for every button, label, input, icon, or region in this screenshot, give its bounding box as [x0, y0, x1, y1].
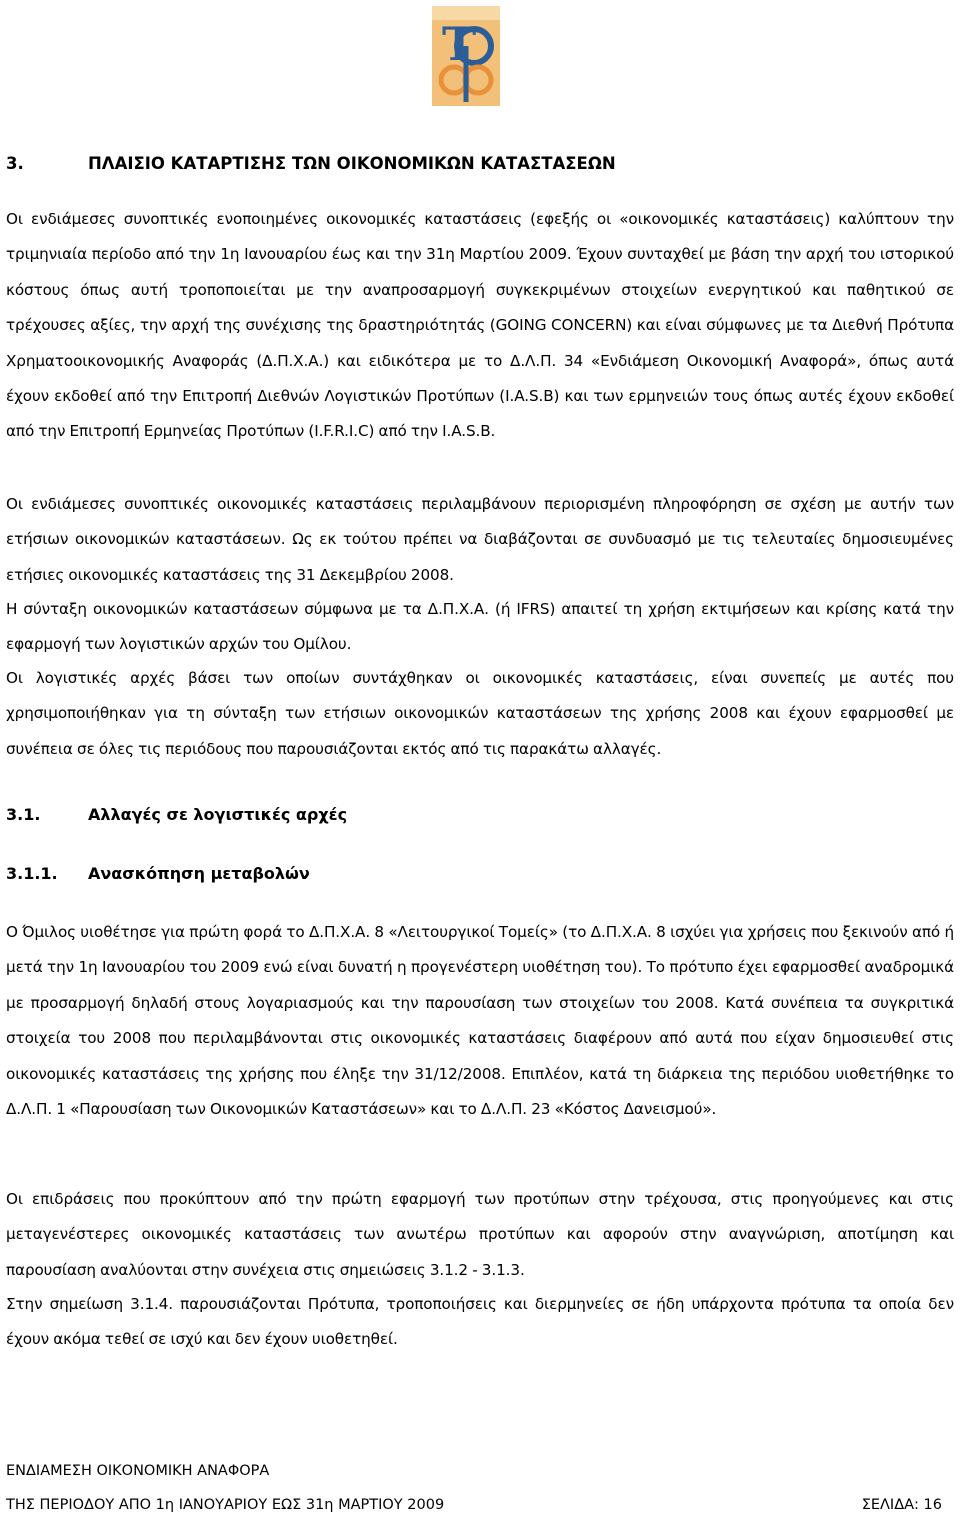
- section-title: ΠΛΑΙΣΙΟ ΚΑΤΑΡΤΙΣΗΣ ΤΩΝ ΟΙΚΟΝΟΜΙΚΩΝ ΚΑΤΑΣΤΑΣΕΩΝ: [88, 154, 616, 173]
- paragraph-accounting-policies: Οι λογιστικές αρχές βάσει των οποίων συντάχθηκαν οι οικονομικές καταστάσεις, είναι συνεπείς με αυτές που χρησιμοποιήθηκαν για τη σύνταξη των ετήσιων οικονομικών καταστάσεων της χρήσης 2008 και έχουν εφαρμοσθεί με συνέπεια σε όλες τις περιόδους που παρουσιάζονται εκτός από τις παρακάτω αλλαγές.: [6, 669, 954, 758]
- subsection-number: 3.1.1.: [6, 864, 58, 883]
- subsection-heading-3-1-1: [6, 864, 310, 883]
- paragraph-estimates: Η σύνταξη οικονομικών καταστάσεων σύμφωνα με τα Δ.Π.Χ.Α. (ή IFRS) απαιτεί τη χρήση εκτιμήσεων και κρίσης κατά την εφαρμογή των λογιστικών αρχών του Ομίλου.: [6, 600, 954, 654]
- page-number: ΣΕΛΙΔΑ: 16: [861, 1497, 942, 1513]
- footer-title: ΕΝΔΙΑΜΕΣΗ ΟΙΚΟΝΟΜΙΚΗ ΑΝΑΦΟΡΑ: [6, 1463, 270, 1479]
- section-number: 3.: [6, 154, 24, 173]
- subsection-number: 3.1.: [6, 805, 41, 824]
- footer-period: ΤΗΣ ΠΕΡΙΟΔΟΥ ΑΠΟ 1η ΙΑΝΟΥΑΡΙΟΥ ΕΩΣ 31η ΜΑΡΤΙΟΥ 2009: [6, 1497, 445, 1513]
- company-logo: [432, 6, 500, 106]
- subsection-heading-3-1: [6, 805, 347, 824]
- paragraph-ifrs8-adoption: Ο Όμιλος υιοθέτησε για πρώτη φορά το Δ.Π.Χ.Α. 8 «Λειτουργικοί Τομείς» (το Δ.Π.Χ.Α. 8 ισχύει για χρήσεις που ξεκινούν από ή μετά την 1η Ιανουαρίου του 2009 ενώ είναι δυνατή η προγενέστερη υιοθέτηση του). Το πρότυπο έχει εφαρμοσθεί αναδρομικά με προσαρμογή δηλαδή στους λογαριασμούς και την παρουσίαση των στοιχείων του 2008. Κατά συνέπεια τα συγκριτικά στοιχεία του 2008 που περιλαμβάνονται στις οικονομικές καταστάσεις διαφέρουν από αυτά που είχαν δημοσιευθεί στις οικονομικές καταστάσεις της χρήσης που έληξε την 31/12/2008. Επιπλέον, κατά τη διάρκεια της περιόδου υιοθετήθηκε το Δ.Λ.Π. 1 «Παρουσίαση των Οικονομικών Καταστάσεων» και το Δ.Λ.Π. 23 «Κόστος Δανεισμού».: [6, 923, 954, 1119]
- svg-text:T: T: [442, 17, 477, 71]
- paragraph-note-3-1-4: Στην σημείωση 3.1.4. παρουσιάζονται Πρότυπα, τροποποιήσεις και διερμηνείες σε ήδη υπάρχοντα πρότυπα τα οποία δεν έχουν ακόμα τεθεί σε ισχύ και δεν έχουν υιοθετηθεί.: [6, 1295, 954, 1349]
- paragraph-effects: Οι επιδράσεις που προκύπτουν από την πρώτη εφαρμογή των προτύπων στην τρέχουσα, στις προηγούμενες και στις μεταγενέστερες οικονομικές καταστάσεις των ανωτέρω προτύπων και αφορούν στην αναγνώριση, αποτίμηση και παρουσίαση αναλύονται στην συνέχεια στις σημειώσεις 3.1.2 - 3.1.3.: [6, 1190, 954, 1279]
- subsection-title: Αλλαγές σε λογιστικές αρχές: [88, 805, 348, 824]
- paragraph-basis-of-preparation: Οι ενδιάμεσες συνοπτικές ενοποιημένες οικονομικές καταστάσεις (εφεξής οι «οικονομικές καταστάσεις) καλύπτουν την τριμηνιαία περίοδο από την 1η Ιανουαρίου έως και την 31η Μαρτίου 2009. Έχουν συνταχθεί με βάση την αρχή του ιστορικού κόστους όπως αυτή τροποποιείται με την αναπροσαρμογή συγκεκριμένων στοιχείων ενεργητικού και παθητικού σε τρέχουσες αξίες, την αρχή της συνέχισης της δραστηριότητάς (GOING CONCERN) και είναι σύμφωνες με τα Διεθνή Πρότυπα Χρηματοοικονομικής Αναφοράς (Δ.Π.Χ.Α.) και ειδικότερα με το Δ.Λ.Π. 34 «Ενδιάμεση Οικονομική Αναφορά», όπως αυτά έχουν εκδοθεί από την Επιτροπή Διεθνών Λογιστικών Προτύπων (I.A.S.B) και των ερμηνειών τους όπως αυτές έχουν εκδοθεί από την Επιτροπή Ερμηνείας Προτύπων (I.F.R.I.C) από την I.A.S.B.: [6, 210, 954, 441]
- paragraph-limited-information: Οι ενδιάμεσες συνοπτικές οικονομικές καταστάσεις περιλαμβάνουν περιορισμένη πληροφόρηση σε σχέση με αυτήν των ετήσιων οικονομικών καταστάσεων. Ως εκ τούτου πρέπει να διαβάζονται σε συνδυασμό με τις τελευταίες δημοσιευμένες ετήσιες οικονομικές καταστάσεις της 31 Δεκεμβρίου 2008.: [6, 495, 954, 584]
- section-heading: [6, 154, 616, 173]
- subsection-title: Ανασκόπηση μεταβολών: [88, 864, 310, 883]
